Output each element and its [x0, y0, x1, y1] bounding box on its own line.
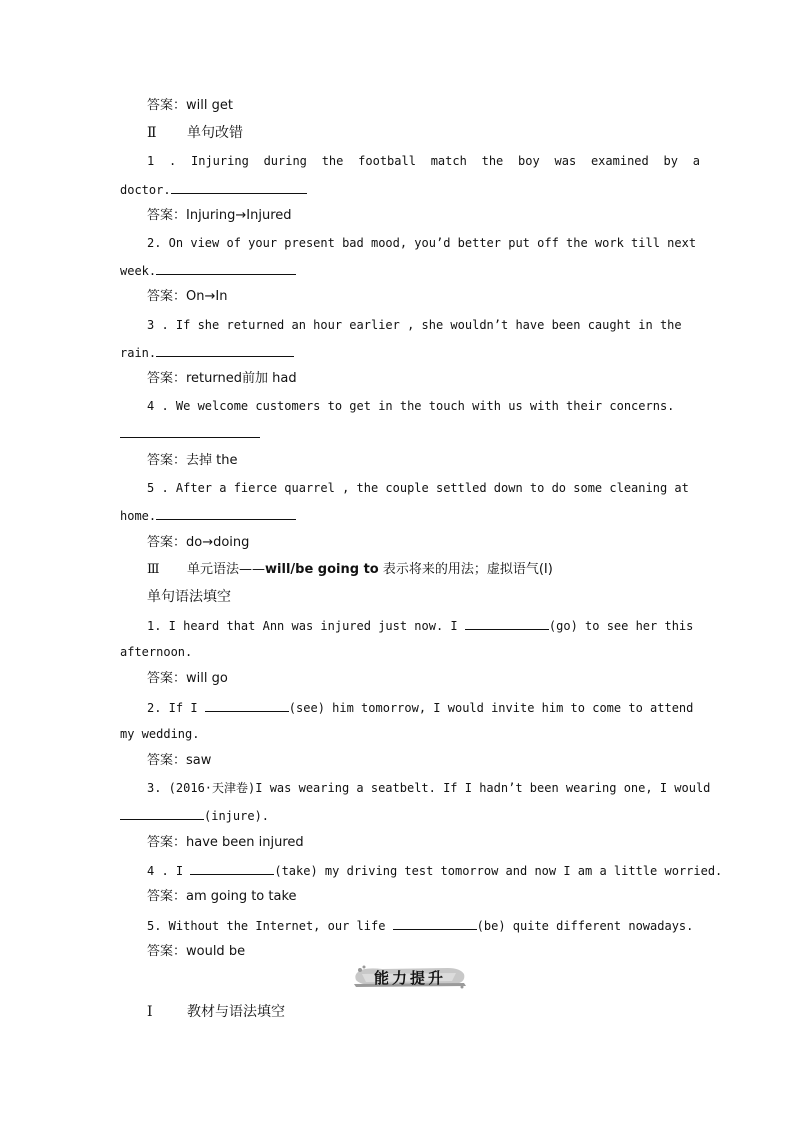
answer: 答案：saw	[147, 753, 212, 768]
answer: 答案：will go	[147, 671, 228, 686]
section-title: 单句改错	[187, 125, 243, 141]
question-line	[147, 862, 747, 879]
answer-blank[interactable]	[156, 344, 294, 357]
section-title: 教材与语法填空	[187, 1004, 285, 1020]
word: match	[430, 154, 467, 168]
word: the	[481, 154, 504, 168]
section-title-rest: 表示将来的用法；虚拟语气(Ⅰ)	[378, 562, 553, 577]
banner-label: 能力提升	[373, 969, 446, 987]
answer: 答案：am going to take	[147, 889, 297, 904]
question-line	[120, 262, 720, 279]
section-heading-3	[147, 562, 747, 578]
question-line	[120, 181, 720, 198]
section-numeral: Ⅱ	[147, 125, 157, 141]
word: during	[263, 154, 307, 168]
word: was	[554, 154, 577, 168]
question-text: week.	[120, 264, 157, 278]
question-line	[147, 153, 700, 169]
section-numeral: Ⅲ	[147, 562, 160, 577]
word: the	[321, 154, 344, 168]
answer-blank[interactable]	[120, 807, 204, 820]
question-text: rain.	[120, 346, 157, 360]
question-line	[120, 507, 720, 524]
word: .	[169, 154, 177, 168]
answer: 答案：do→doing	[147, 535, 250, 550]
answer: 答案：have been injured	[147, 835, 304, 850]
answer-blank[interactable]	[465, 617, 549, 630]
question-line	[147, 917, 747, 934]
answer-blank[interactable]	[190, 862, 274, 875]
question-line	[120, 344, 720, 361]
question-text: home.	[120, 509, 157, 523]
question-line	[120, 807, 720, 824]
answer-blank[interactable]	[156, 507, 296, 520]
question-text: (injure).	[204, 809, 270, 823]
answer: 答案：Injuring→Injured	[147, 208, 292, 223]
section-heading-2	[147, 125, 747, 141]
answer-prev: 答案：will get	[147, 98, 233, 113]
question-text: 1. I heard that Ann was injured just now. I	[147, 619, 465, 633]
answer-blank[interactable]	[171, 181, 307, 194]
question-line	[147, 699, 747, 716]
section-title-bold: will/be going to	[265, 562, 379, 577]
answer-blank[interactable]	[393, 917, 477, 930]
answer: 答案：returned前加 had	[147, 371, 297, 386]
question-line	[120, 425, 720, 442]
question-text: 4 . I	[147, 864, 191, 878]
answer: 答案：would be	[147, 944, 246, 959]
question-line: 3. (2016·天津卷)I was wearing a seatbelt. If I hadn’t been wearing one, I would	[147, 781, 711, 795]
word: by	[663, 154, 678, 168]
question-text: (go) to see her this	[548, 619, 694, 633]
question-text: 5. Without the Internet, our life	[147, 919, 393, 933]
question-text: 2. If I	[147, 701, 205, 715]
question-line: 5 . After a fierce quarrel , the couple settled down to do some cleaning at	[147, 481, 689, 495]
question-text: doctor.	[120, 183, 171, 197]
section-title: 单元语法——	[187, 562, 266, 577]
word: boy	[518, 154, 540, 168]
question-number: 1	[147, 154, 155, 168]
question-line: 4 . We welcome customers to get in the touch with us with their concerns.	[147, 399, 675, 413]
ability-banner	[352, 962, 468, 990]
question-line: 2. On view of your present bad mood, you’d better put off the work till next	[147, 236, 697, 250]
question-text: (take) my driving test tomorrow and now I am a little worried.	[274, 864, 723, 878]
question-line: my wedding.	[120, 727, 200, 741]
section-subtitle: 单句语法填空	[147, 589, 231, 605]
answer-blank[interactable]	[120, 425, 260, 438]
section-heading-1	[147, 1004, 747, 1020]
word: Injuring	[191, 154, 249, 168]
question-line: 3 . If she returned an hour earlier , she wouldn’t have been caught in the	[147, 318, 682, 332]
answer-blank[interactable]	[205, 699, 289, 712]
answer: 答案：去掉 the	[147, 453, 238, 468]
answer: 答案：On→In	[147, 289, 228, 304]
section-numeral: Ⅰ	[147, 1004, 153, 1020]
word: football	[358, 154, 416, 168]
question-text: (see) him tomorrow, I would invite him to come to attend	[288, 701, 694, 715]
word: a	[692, 154, 700, 168]
question-line	[147, 617, 747, 634]
question-text: (be) quite different nowadays.	[476, 919, 694, 933]
question-line: afternoon.	[120, 645, 193, 659]
answer-blank[interactable]	[156, 262, 296, 275]
word: examined	[590, 154, 649, 168]
